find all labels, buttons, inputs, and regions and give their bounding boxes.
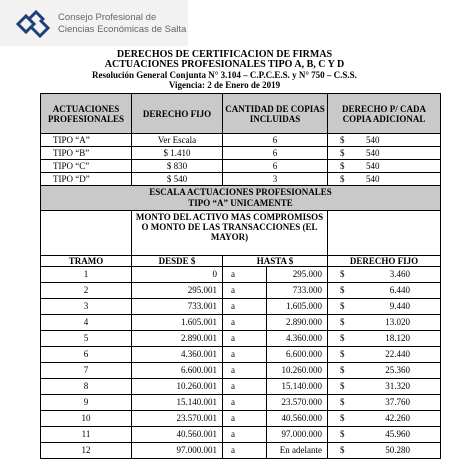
escala-title-2: TIPO “A” UNICAMENTE (188, 198, 293, 208)
escala-row (41, 315, 441, 331)
derecho-value: 45.960 (385, 429, 410, 439)
currency-symbol: $ (340, 365, 345, 375)
adicional-value: 540 (366, 173, 380, 184)
escala-row (41, 395, 441, 411)
header-line-1: DERECHOS DE CERTIFICACION DE FIRMAS (116, 49, 333, 60)
escala-row (41, 443, 441, 459)
tramo-cell: 8 (41, 379, 132, 395)
separator-a: a (231, 381, 235, 391)
sep-cell (223, 347, 267, 363)
desde-cell: 10.260.001 (132, 379, 223, 395)
separator-a: a (231, 429, 235, 439)
derecho-cell (328, 267, 441, 283)
col-derecho-fijo: DERECHO FIJO (132, 94, 223, 134)
currency-symbol: $ (340, 413, 345, 423)
hasta-cell: 733.000 (267, 283, 328, 299)
col-derecho: DERECHO FIJO (328, 256, 441, 267)
hasta-cell: 40.560.000 (267, 411, 328, 427)
header-line-2: ACTUACIONES PROFESIONALES TIPO A, B, C Y D (104, 59, 345, 70)
derecho-cell (328, 299, 441, 315)
hasta-cell: 15.140.000 (267, 379, 328, 395)
hasta-cell: 295.000 (267, 267, 328, 283)
escala-row (41, 411, 441, 427)
tramo-cell: 1 (41, 267, 132, 283)
monto-header-row (41, 211, 441, 256)
derecho-cell (328, 427, 441, 443)
escala-row (41, 331, 441, 347)
escala-row (41, 379, 441, 395)
separator-a: a (231, 285, 235, 295)
escala-row (41, 267, 441, 283)
header-line-3: Resolución General Conjunta N° 3.104 – C.P.C.E.S. y N° 750 – C.S.S. (92, 70, 357, 80)
derecho-value: 22.440 (385, 349, 410, 359)
derecho-value: 3.460 (389, 269, 410, 279)
currency-symbol: $ (340, 445, 345, 455)
tramo-cell: 12 (41, 443, 132, 459)
adicional-value: 540 (366, 134, 380, 145)
tramo-cell: 4 (41, 315, 132, 331)
derecho-cell (328, 443, 441, 459)
desde-cell: 15.140.001 (132, 395, 223, 411)
fees-table (40, 93, 441, 459)
derecho-value: 9.440 (389, 301, 410, 311)
hasta-cell: 10.260.000 (267, 363, 328, 379)
derecho-value: 6.440 (389, 285, 410, 295)
desde-cell: 1.605.001 (132, 315, 223, 331)
desde-cell: 6.600.001 (132, 363, 223, 379)
hasta-cell: 6.600.000 (267, 347, 328, 363)
document-header (0, 50, 449, 90)
adicional-cell (328, 147, 441, 160)
currency-symbol: $ (340, 397, 345, 407)
separator-a: a (231, 397, 235, 407)
derecho-cell (328, 379, 441, 395)
currency-symbol: $ (340, 333, 345, 343)
desde-cell: 40.560.001 (132, 427, 223, 443)
derecho-cell (328, 363, 441, 379)
derecho-cell: $ 540 (132, 173, 223, 186)
desde-cell: 97.000.001 (132, 443, 223, 459)
derecho-cell (328, 411, 441, 427)
col-derecho-copia: DERECHO P/ CADA COPIA ADICIONAL (328, 94, 441, 134)
copias-cell: 3 (223, 173, 328, 186)
sep-cell (223, 267, 267, 283)
derecho-value: 50.280 (385, 445, 410, 455)
desde-cell: 295.001 (132, 283, 223, 299)
hasta-cell: 23.570.000 (267, 395, 328, 411)
currency-symbol: $ (340, 173, 345, 184)
tramo-cell: 3 (41, 299, 132, 315)
currency-symbol: $ (340, 269, 345, 279)
tramo-cell: 5 (41, 331, 132, 347)
derecho-value: 25.360 (385, 365, 410, 375)
escala-title-1: ESCALA ACTUACIONES PROFESIONALES (149, 187, 332, 197)
tipo-cell: TIPO “D” (41, 173, 132, 186)
desde-cell: 0 (132, 267, 223, 283)
derecho-value: 18.120 (385, 333, 410, 343)
tipo-cell: TIPO “B” (41, 147, 132, 160)
tramo-cell: 6 (41, 347, 132, 363)
sep-cell (223, 379, 267, 395)
table1-row (41, 160, 441, 173)
hasta-cell: 1.605.000 (267, 299, 328, 315)
col-cantidad-copias: CANTIDAD DE COPIAS INCLUIDAS (223, 94, 328, 134)
col-actuaciones: ACTUACIONES PROFESIONALES (41, 94, 132, 134)
escala-row (41, 363, 441, 379)
monto-spacer-left (41, 211, 132, 256)
desde-cell: 733.001 (132, 299, 223, 315)
separator-a: a (231, 317, 235, 327)
currency-symbol: $ (340, 429, 345, 439)
cpce-logo-icon (14, 8, 52, 40)
tramo-cell: 11 (41, 427, 132, 443)
derecho-value: 31.320 (385, 381, 410, 391)
escala-row (41, 283, 441, 299)
tramo-cell: 2 (41, 283, 132, 299)
escala-row (41, 427, 441, 443)
separator-a: a (231, 333, 235, 343)
sep-cell (223, 299, 267, 315)
derecho-cell: $ 830 (132, 160, 223, 173)
hasta-cell: 4.360.000 (267, 331, 328, 347)
sep-cell (223, 315, 267, 331)
logo-band (0, 0, 188, 46)
logo-line-1: Consejo Profesional de (58, 12, 157, 23)
desde-cell: 2.890.001 (132, 331, 223, 347)
escala-row (41, 299, 441, 315)
separator-a: a (231, 445, 235, 455)
currency-symbol: $ (340, 381, 345, 391)
sep-cell (223, 283, 267, 299)
sep-cell (223, 427, 267, 443)
hasta-cell: 97.000.000 (267, 427, 328, 443)
derecho-value: 42.260 (385, 413, 410, 423)
derecho-cell (328, 283, 441, 299)
monto-header: MONTO DEL ACTIVO MAS COMPROMISOS O MONTO DE LAS TRANSACCIONES (EL MAYOR) (132, 211, 328, 256)
separator-a: a (231, 269, 235, 279)
adicional-value: 540 (366, 160, 380, 171)
adicional-cell (328, 173, 441, 186)
derecho-value: 13.020 (385, 317, 410, 327)
separator-a: a (231, 413, 235, 423)
currency-symbol: $ (340, 160, 345, 171)
separator-a: a (231, 365, 235, 375)
derecho-cell (328, 395, 441, 411)
copias-cell: 6 (223, 160, 328, 173)
logo-text (58, 12, 186, 36)
sep-cell (223, 443, 267, 459)
escala-col-header-row (41, 256, 441, 267)
tramo-cell: 10 (41, 411, 132, 427)
escala-title-row (41, 186, 441, 211)
col-desde: DESDE $ (132, 256, 223, 267)
currency-symbol: $ (340, 301, 345, 311)
tramo-cell: 7 (41, 363, 132, 379)
escala-row (41, 347, 441, 363)
currency-symbol: $ (340, 147, 345, 158)
table1-row (41, 147, 441, 160)
adicional-cell (328, 134, 441, 147)
adicional-cell (328, 160, 441, 173)
header-line-4: Vigencia: 2 de Enero de 2019 (168, 80, 281, 90)
derecho-cell: Ver Escala (132, 134, 223, 147)
table1-row (41, 173, 441, 186)
adicional-value: 540 (366, 147, 380, 158)
derecho-cell (328, 331, 441, 347)
derecho-cell (328, 315, 441, 331)
table1-header-row (41, 94, 441, 134)
sep-cell (223, 363, 267, 379)
tipo-cell: TIPO “A” (41, 134, 132, 147)
table1-row (41, 134, 441, 147)
col-tramo: TRAMO (41, 256, 132, 267)
separator-a: a (231, 301, 235, 311)
derecho-value: 37.760 (385, 397, 410, 407)
col-hasta: HASTA $ (223, 256, 328, 267)
copias-cell: 6 (223, 134, 328, 147)
escala-title (41, 186, 441, 211)
currency-symbol: $ (340, 285, 345, 295)
separator-a: a (231, 349, 235, 359)
derecho-cell: $ 1.410 (132, 147, 223, 160)
derecho-cell (328, 347, 441, 363)
hasta-cell: 2.890.000 (267, 315, 328, 331)
sep-cell (223, 395, 267, 411)
tramo-cell: 9 (41, 395, 132, 411)
currency-symbol: $ (340, 349, 345, 359)
currency-symbol: $ (340, 134, 345, 145)
hasta-cell: En adelante (267, 443, 328, 459)
monto-spacer-right (328, 211, 441, 256)
logo-line-2: Ciencias Económicas de Salta (58, 24, 187, 35)
tipo-cell: TIPO “C” (41, 160, 132, 173)
desde-cell: 23.570.001 (132, 411, 223, 427)
copias-cell: 6 (223, 147, 328, 160)
sep-cell (223, 331, 267, 347)
sep-cell (223, 411, 267, 427)
currency-symbol: $ (340, 317, 345, 327)
desde-cell: 4.360.001 (132, 347, 223, 363)
